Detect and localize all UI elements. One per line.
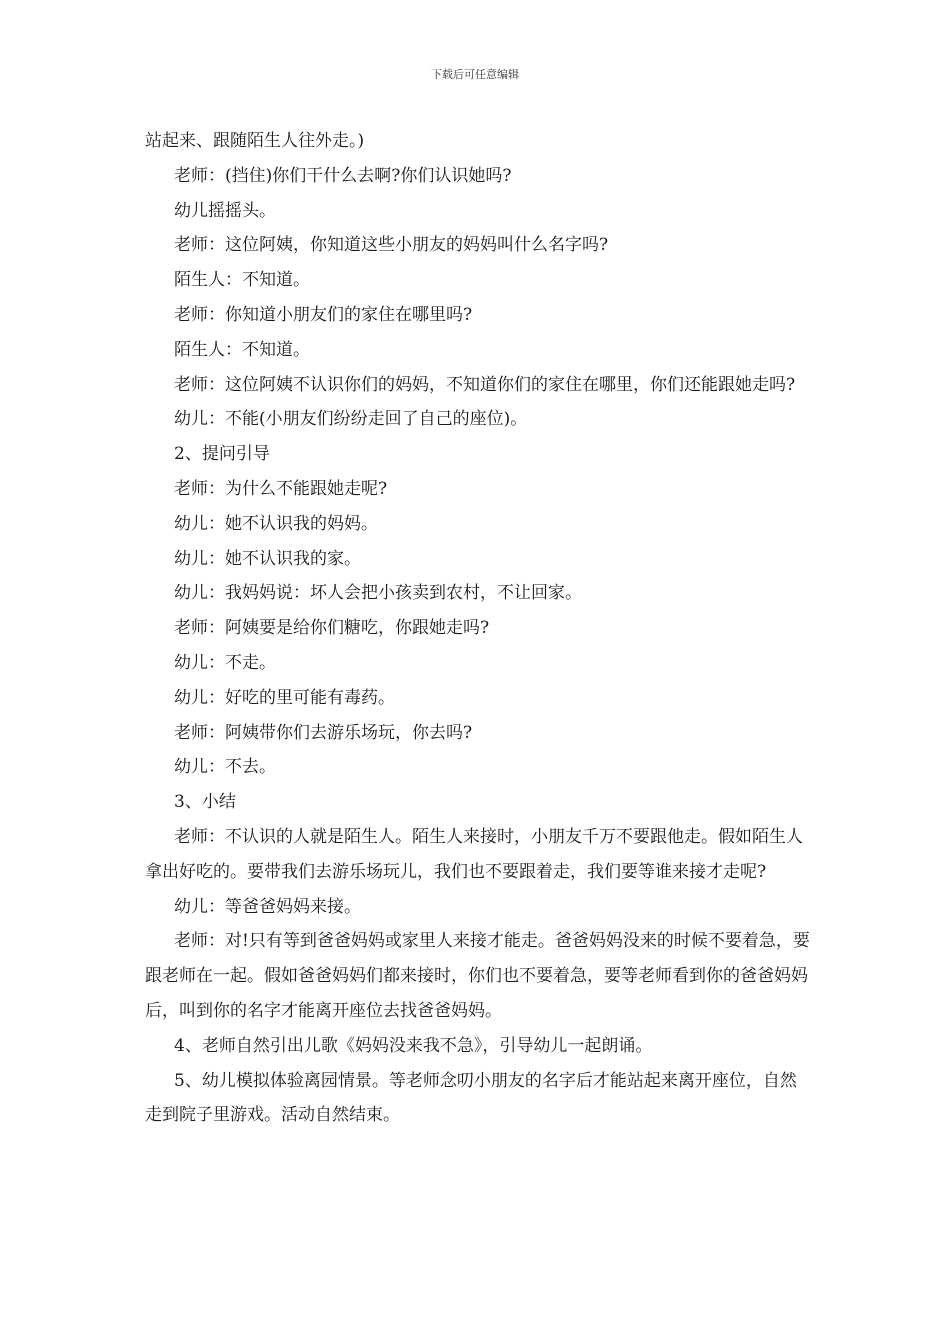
section-heading-2: 2、提问引导 [174, 444, 270, 465]
paragraph-5: 陌生人：不知道。 [174, 270, 310, 291]
paragraph-23: 老师：对!只有等到爸爸妈妈或家里人来接才能走。爸爸妈妈没来的时候不要着急，要跟老师在一起。假如爸爸妈妈们都来接时，你们也不要着急，要等老师看到你的爸爸妈妈后，叫到你的名字才能离开座位去找爸爸妈妈。 [145, 931, 810, 1021]
paragraph-6: 老师：你知道小朋友们的家住在哪里吗? [174, 304, 473, 325]
section-item-5: 5、幼儿模拟体验离园情景。等老师念叨小朋友的名字后才能站起来离开座位，自然走到院子里游戏。活动自然结束。 [145, 1070, 797, 1126]
paragraph-4: 老师：这位阿姨，你知道这些小朋友的妈妈叫什么名字吗? [174, 235, 609, 256]
paragraph-2: 老师：(挡住)你们干什么去啊?你们认识她吗? [174, 165, 512, 186]
paragraph-7: 陌生人：不知道。 [174, 339, 310, 360]
paragraph-12: 幼儿：她不认识我的妈妈。 [174, 513, 378, 534]
page-header: 下载后可任意编辑 [431, 68, 519, 81]
document-body [145, 124, 810, 1133]
paragraph-17: 幼儿：好吃的里可能有毒药。 [174, 687, 395, 708]
section-item-4: 4、老师自然引出儿歌《妈妈没来我不急》，引导幼儿一起朗诵。 [174, 1035, 653, 1056]
paragraph-16: 幼儿：不走。 [174, 652, 276, 673]
paragraph-19: 幼儿：不去。 [174, 757, 276, 778]
paragraph-15: 老师：阿姨要是给你们糖吃，你跟她走吗? [174, 618, 490, 639]
paragraph-11: 老师：为什么不能跟她走呢? [174, 478, 388, 499]
paragraph-8: 老师：这位阿姨不认识你们的妈妈，不知道你们的家住在哪里，你们还能跟她走吗? [174, 374, 796, 395]
paragraph-18: 老师：阿姨带你们去游乐场玩，你去吗? [174, 722, 473, 743]
paragraph-21: 老师：不认识的人就是陌生人。陌生人来接时，小朋友千万不要跟他走。假如陌生人拿出好吃的。要带我们去游乐场玩儿，我们也不要跟着走，我们要等谁来接才走呢? [145, 826, 803, 882]
paragraph-9: 幼儿：不能(小朋友们纷纷走回了自己的座位)。 [174, 409, 528, 430]
paragraph-14: 幼儿：我妈妈说：坏人会把小孩卖到农村，不让回家。 [174, 583, 582, 604]
paragraph-13: 幼儿：她不认识我的家。 [174, 548, 361, 569]
section-heading-3: 3、小结 [174, 792, 236, 813]
paragraph-3: 幼儿摇摇头。 [174, 200, 276, 221]
paragraph-1: 站起来、跟随陌生人往外走。) [145, 131, 365, 151]
paragraph-22: 幼儿：等爸爸妈妈来接。 [174, 896, 361, 917]
